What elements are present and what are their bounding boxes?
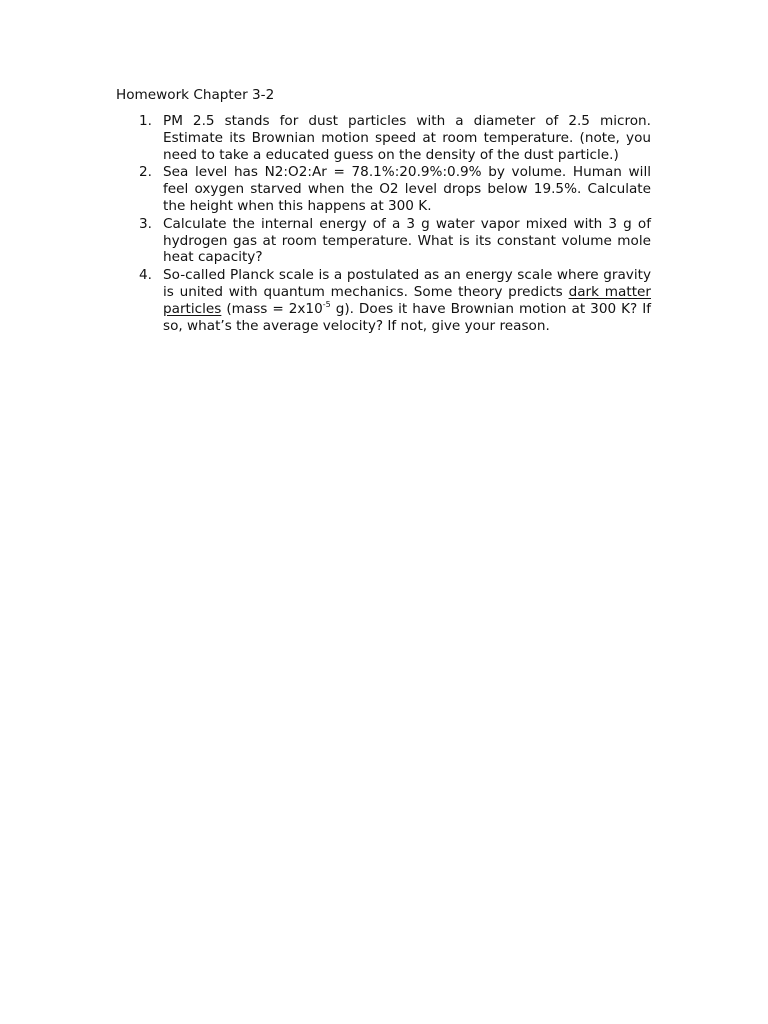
question-number: 1. (139, 113, 152, 129)
question-item-3 (116, 216, 651, 266)
question-text: Calculate the internal energy of a 3 g water vapor mixed with 3 g of hydrogen gas at room temperature. What is its constant volume mole heat capacity? (163, 215, 651, 266)
exponent: -5 (322, 299, 331, 309)
question-list (116, 113, 651, 335)
question-text-part: g). Does it have Brownian motion at 300 K? If so, what’s the average velocity? If not, give your reason. (163, 300, 652, 334)
question-text-part: So-called Planck scale is a postulated as an energy scale where gravity is united with quantum mechanics. Some theory predicts (163, 267, 651, 300)
question-text: PM 2.5 stands for dust particles with a diameter of 2.5 micron. Estimate its Brownian motion speed at room temperature. (note, you need to take a educated guess on the density of the dust particle.) (163, 113, 651, 163)
question-number: 2. (139, 164, 152, 181)
question-item-4 (116, 267, 651, 334)
question-text-part: (mass = 2x10 (221, 300, 323, 317)
question-number: 3. (139, 215, 152, 232)
question-text: Sea level has N2:O2:Ar = 78.1%:20.9%:0.9% by volume. Human will feel oxygen starved when the O2 level drops below 19.5%. Calculate the height when this happens at 300 K. (163, 164, 651, 214)
question-text (163, 267, 651, 334)
underlined-phrase: dark matter particles (163, 283, 651, 317)
document-title: Homework Chapter 3-2 (116, 87, 275, 103)
question-item-1 (116, 113, 651, 163)
question-number: 4. (139, 267, 152, 284)
question-item-2 (116, 164, 651, 214)
